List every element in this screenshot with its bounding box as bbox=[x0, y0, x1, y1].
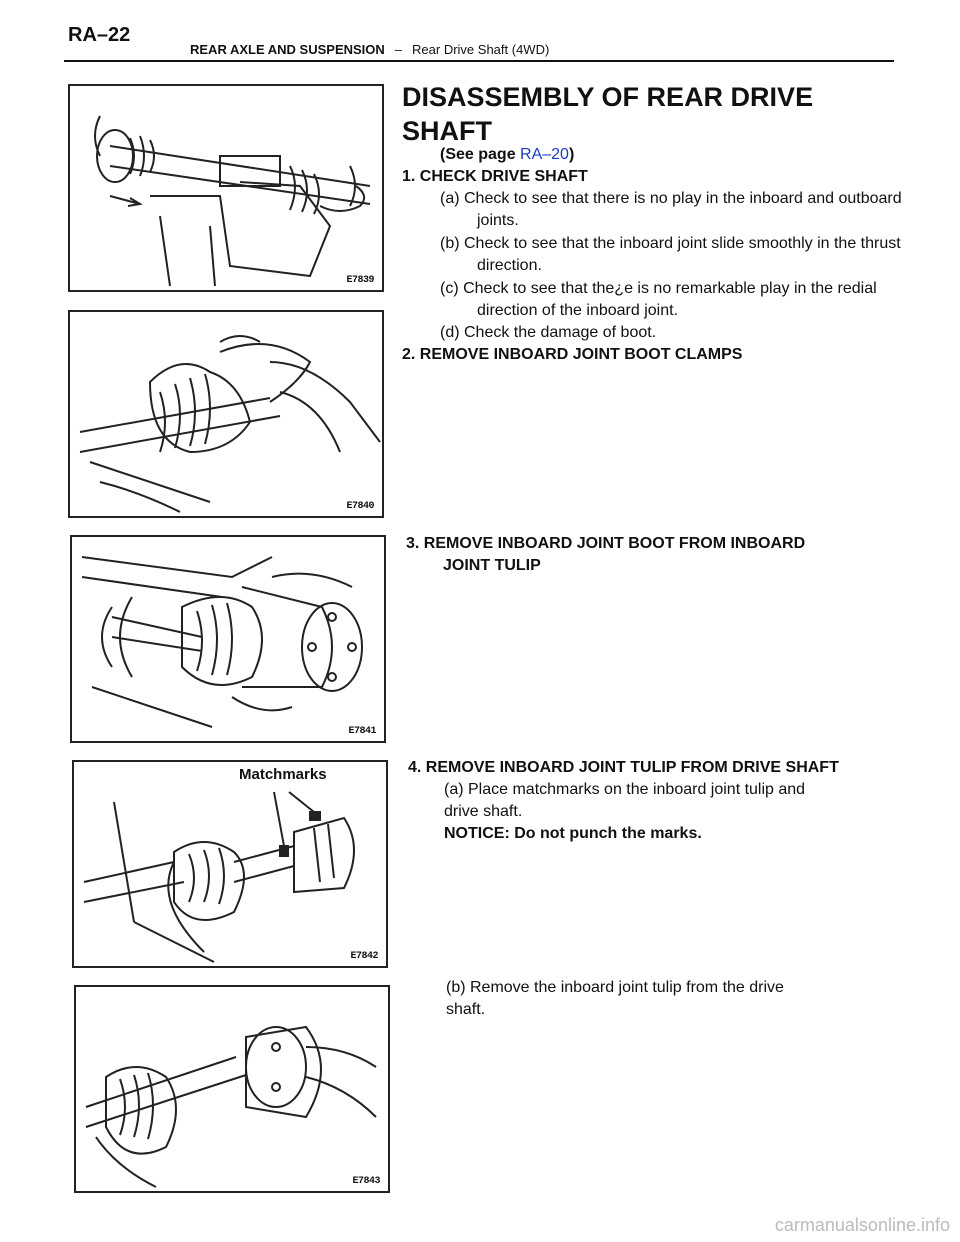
step-1b: (b) Check to see that the inboard joint slide smoothly in the thrust direction. bbox=[440, 235, 901, 274]
step-1c: (c) Check to see that the¿e is no remarkable play in the redial direction of the inboard joint. bbox=[440, 280, 877, 319]
step-3-heading-line-2: JOINT TULIP bbox=[443, 557, 541, 574]
figure-remove-boot-clamps bbox=[68, 310, 384, 518]
step-4b-line-2: shaft. bbox=[446, 1001, 486, 1018]
step-3-heading-line-1: 3. REMOVE INBOARD JOINT BOOT FROM INBOARD bbox=[406, 535, 806, 552]
page-link-ra-20[interactable]: RA–20 bbox=[520, 146, 569, 163]
step-1a: (a) Check to see that there is no play in the inboard and outboard joints. bbox=[440, 190, 902, 229]
matchmarks-illustration bbox=[74, 762, 386, 966]
figure-code: E7843 bbox=[352, 1176, 380, 1187]
boot-clamp-illustration bbox=[70, 312, 382, 516]
see-page-prefix: (See page bbox=[440, 146, 521, 163]
step-1d: (d) Check the damage of boot. bbox=[440, 324, 657, 341]
watermark: carmanualsonline.info bbox=[774, 1215, 950, 1235]
figure-remove-boot-from-tulip bbox=[70, 535, 386, 743]
step-4-heading: 4. REMOVE INBOARD JOINT TULIP FROM DRIVE SHAFT bbox=[408, 759, 839, 776]
figure-code: E7839 bbox=[346, 275, 374, 286]
step-2-heading: 2. REMOVE INBOARD JOINT BOOT CLAMPS bbox=[402, 346, 743, 363]
page-title bbox=[402, 80, 813, 148]
figure-code: E7842 bbox=[350, 951, 378, 962]
figure-matchmarks bbox=[72, 760, 388, 968]
title-line-1: DISASSEMBLY OF REAR DRIVE bbox=[402, 82, 814, 112]
boot-tulip-illustration bbox=[72, 537, 384, 741]
step-4b-line-1: (b) Remove the inboard joint tulip from the drive bbox=[446, 979, 784, 996]
notice: NOTICE: Do not punch the marks. bbox=[444, 825, 702, 842]
page-number: RA–22 bbox=[68, 24, 131, 46]
matchmarks-label: Matchmarks bbox=[239, 766, 327, 783]
header-separator: – bbox=[394, 42, 403, 57]
header-rule bbox=[64, 60, 894, 62]
subsection-title: Rear Drive Shaft (4WD) bbox=[412, 42, 550, 57]
drive-shaft-illustration bbox=[70, 86, 382, 290]
figure-code: E7841 bbox=[348, 726, 376, 737]
figure-code: E7840 bbox=[346, 501, 374, 512]
remove-tulip-illustration bbox=[76, 987, 388, 1191]
figure-remove-tulip bbox=[74, 985, 390, 1193]
step-4a-line-1: (a) Place matchmarks on the inboard joint tulip and bbox=[444, 781, 806, 798]
see-page-suffix: ) bbox=[568, 146, 575, 163]
section-title: REAR AXLE AND SUSPENSION bbox=[190, 42, 385, 57]
title-line-2: SHAFT bbox=[402, 116, 492, 146]
step-1-heading: 1. CHECK DRIVE SHAFT bbox=[402, 168, 588, 185]
figure-check-drive-shaft bbox=[68, 84, 384, 292]
see-page-reference bbox=[440, 144, 574, 166]
step-4a-line-2: drive shaft. bbox=[444, 803, 523, 820]
header-section bbox=[190, 42, 549, 57]
